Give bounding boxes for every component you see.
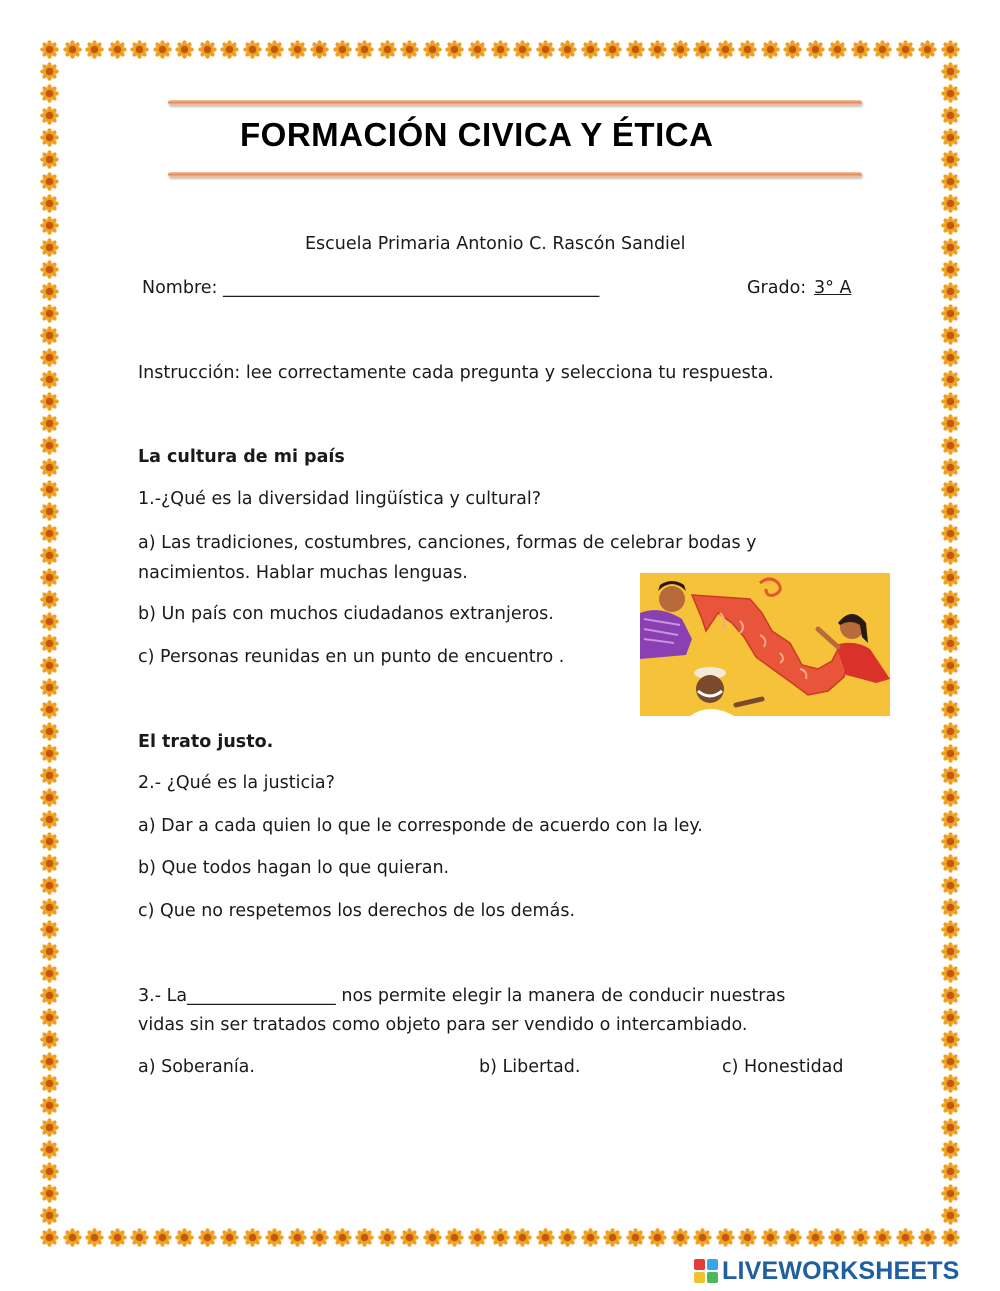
sunflower-icon [40,920,59,939]
sunflower-icon [220,40,239,59]
sunflower-icon [40,194,59,213]
sunflower-icon [40,348,59,367]
sunflower-icon [941,634,960,653]
q2-option-c[interactable]: c) Que no respetemos los derechos de los demás. [138,901,576,921]
sunflower-icon [783,40,802,59]
sunflower-icon [468,1228,487,1247]
sunflower-icon [941,260,960,279]
liveworksheets-brand-text: LIVEWORKSHEETS [722,1256,960,1285]
sunflower-icon [333,1228,352,1247]
sunflower-icon [941,106,960,125]
sunflower-icon [310,40,329,59]
sunflower-icon [941,854,960,873]
section-heading-fair-treatment: El trato justo. [138,732,274,752]
sunflower-icon [941,876,960,895]
sunflower-icon [648,1228,667,1247]
sunflower-icon [941,1052,960,1071]
sunflower-icon [941,590,960,609]
sunflower-icon [40,546,59,565]
sunflower-icon [941,304,960,323]
sunflower-icon [175,1228,194,1247]
sunflower-icon [918,1228,937,1247]
sunflower-icon [896,1228,915,1247]
sunflower-icon [941,84,960,103]
sunflower-icon [941,502,960,521]
sunflower-icon [85,1228,104,1247]
sunflower-icon [513,1228,532,1247]
sunflower-icon [265,40,284,59]
sunflower-icon [941,568,960,587]
sunflower-icon [941,282,960,301]
sunflower-icon [941,392,960,411]
sunflower-icon [941,1184,960,1203]
sunflower-icon [40,612,59,631]
sunflower-icon [941,942,960,961]
q1-option-a-continued[interactable]: nacimientos. Hablar muchas lenguas. [138,563,468,583]
sunflower-icon [63,1228,82,1247]
sunflower-icon [761,40,780,59]
sunflower-icon [941,546,960,565]
sunflower-icon [761,1228,780,1247]
sunflower-icon [355,40,374,59]
sunflower-icon [40,964,59,983]
sunflower-icon [40,106,59,125]
sunflower-icon [941,524,960,543]
sunflower-icon [400,40,419,59]
sunflower-icon [941,920,960,939]
sunflower-icon [536,1228,555,1247]
sunflower-icon [265,1228,284,1247]
sunflower-icon [828,40,847,59]
sunflower-icon [941,898,960,917]
title-bottom-rule [168,172,862,177]
sunflower-icon [40,502,59,521]
sunflower-icon [40,392,59,411]
sunflower-icon [220,1228,239,1247]
sunflower-icon [130,1228,149,1247]
sunflower-icon [378,1228,397,1247]
sunflower-icon [198,1228,217,1247]
sunflower-icon [941,678,960,697]
sunflower-icon [896,40,915,59]
sunflower-icon [941,832,960,851]
sunflower-icon [783,1228,802,1247]
sunflower-icon [333,40,352,59]
sunflower-icon [941,1074,960,1093]
sunflower-icon [941,128,960,147]
sunflower-icon [941,458,960,477]
q2-option-a[interactable]: a) Dar a cada quien lo que le corresponde de acuerdo con la ley. [138,816,703,836]
sunflower-icon [40,1140,59,1159]
sunflower-icon [40,1052,59,1071]
q3-option-c[interactable]: c) Honestidad [722,1057,844,1077]
sunflower-icon [626,40,645,59]
question-1: 1.-¿Qué es la diversidad lingüística y cultural? [138,489,542,509]
sunflower-icon [873,1228,892,1247]
sunflower-icon [941,436,960,455]
grade-label: Grado: [747,278,807,298]
sunflower-icon [40,436,59,455]
sunflower-icon [40,744,59,763]
sunflower-icon [40,854,59,873]
sunflower-icon [581,40,600,59]
sunflower-icon [40,1096,59,1115]
sunflower-icon [243,1228,262,1247]
sunflower-icon [310,1228,329,1247]
q3-option-a[interactable]: a) Soberanía. [138,1057,255,1077]
q1-option-a[interactable]: a) Las tradiciones, costumbres, canciones, formas de celebrar bodas y [138,533,757,553]
sunflower-icon [941,1096,960,1115]
sunflower-icon [40,128,59,147]
sunflower-icon [941,172,960,191]
sunflower-icon [445,40,464,59]
sunflower-icon [851,1228,870,1247]
q1-option-c[interactable]: c) Personas reunidas en un punto de encuentro . [138,647,565,667]
sunflower-icon [40,1184,59,1203]
title-top-rule [168,100,862,105]
sunflower-icon [40,1030,59,1049]
sunflower-icon [153,40,172,59]
sunflower-icon [873,40,892,59]
sunflower-icon [243,40,262,59]
sunflower-icon [40,150,59,169]
sunflower-icon [828,1228,847,1247]
page-title: FORMACIÓN CIVICA Y ÉTICA [240,116,714,153]
sunflower-icon [941,238,960,257]
grade-value: 3° A [814,278,852,298]
sunflower-icon [40,40,59,59]
sunflower-icon [40,898,59,917]
sunflower-icon [108,40,127,59]
sunflower-icon [941,194,960,213]
name-field[interactable]: Nombre: ___________________________________________ [142,278,600,298]
sunflower-icon [941,1118,960,1137]
school-name: Escuela Primaria Antonio C. Rascón Sandiel [305,234,686,254]
sunflower-icon [85,40,104,59]
sunflower-icon [40,788,59,807]
sunflower-icon [738,40,757,59]
sunflower-icon [941,414,960,433]
sunflower-icon [40,458,59,477]
sunflower-icon [941,722,960,741]
sunflower-icon [40,766,59,785]
instruction-text: Instrucción: lee correctamente cada pregunta y selecciona tu respuesta. [138,363,774,383]
sunflower-icon [491,40,510,59]
sunflower-icon [738,1228,757,1247]
sunflower-icon [941,612,960,631]
sunflower-icon [941,62,960,81]
sunflower-icon [806,40,825,59]
sunflower-icon [671,1228,690,1247]
sunflower-icon [941,788,960,807]
sunflower-icon [941,766,960,785]
sunflower-icon [40,700,59,719]
sunflower-icon [40,524,59,543]
sunflower-icon [941,744,960,763]
sunflower-icon [40,84,59,103]
sunflower-icon [716,40,735,59]
sunflower-icon [40,480,59,499]
sunflower-icon [175,40,194,59]
sunflower-icon [941,810,960,829]
sunflower-icon [40,1228,59,1247]
liveworksheets-logo[interactable] [694,1257,960,1285]
sunflower-icon [40,876,59,895]
sunflower-icon [941,1140,960,1159]
sunflower-icon [40,370,59,389]
sunflower-icon [40,282,59,301]
sunflower-icon [40,326,59,345]
sunflower-icon [40,260,59,279]
sunflower-icon [536,40,555,59]
sunflower-icon [423,1228,442,1247]
sunflower-icon [693,1228,712,1247]
sunflower-icon [941,1030,960,1049]
sunflower-icon [716,1228,735,1247]
sunflower-icon [941,700,960,719]
section-heading-culture: La cultura de mi país [138,447,345,467]
sunflower-icon [40,568,59,587]
sunflower-icon [558,1228,577,1247]
sunflower-icon [445,1228,464,1247]
sunflower-icon [40,942,59,961]
sunflower-icon [603,1228,622,1247]
q1-option-b[interactable]: b) Un país con muchos ciudadanos extranjeros. [138,604,554,624]
sunflower-icon [355,1228,374,1247]
sunflower-icon [491,1228,510,1247]
sunflower-icon [198,40,217,59]
sunflower-icon [378,40,397,59]
sunflower-icon [40,238,59,257]
sunflower-icon [941,1162,960,1181]
question-3-line-2: vidas sin ser tratados como objeto para ser vendido o intercambiado. [138,1015,748,1035]
sunflower-icon [603,40,622,59]
q2-option-b[interactable]: b) Que todos hagan lo que quieran. [138,858,450,878]
sunflower-icon [918,40,937,59]
sunflower-icon [40,656,59,675]
sunflower-icon [40,1074,59,1093]
mexico-culture-illustration [640,573,890,716]
sunflower-icon [941,326,960,345]
sunflower-icon [941,1206,960,1225]
sunflower-icon [40,62,59,81]
sunflower-icon [851,40,870,59]
sunflower-icon [63,40,82,59]
sunflower-icon [40,832,59,851]
sunflower-icon [40,678,59,697]
sunflower-icon [648,40,667,59]
sunflower-icon [40,1008,59,1027]
sunflower-icon [941,40,960,59]
sunflower-icon [40,172,59,191]
sunflower-icon [941,216,960,235]
sunflower-icon [581,1228,600,1247]
sunflower-icon [40,304,59,323]
sunflower-icon [423,40,442,59]
sunflower-icon [40,1162,59,1181]
sunflower-icon [941,656,960,675]
sunflower-icon [108,1228,127,1247]
sunflower-icon [40,810,59,829]
q3-option-b[interactable]: b) Libertad. [479,1057,581,1077]
sunflower-icon [130,40,149,59]
sunflower-icon [941,348,960,367]
sunflower-icon [288,1228,307,1247]
sunflower-icon [626,1228,645,1247]
sunflower-icon [558,40,577,59]
sunflower-icon [513,40,532,59]
sunflower-icon [806,1228,825,1247]
sunflower-icon [288,40,307,59]
sunflower-icon [941,1008,960,1027]
sunflower-icon [40,216,59,235]
sunflower-icon [941,1228,960,1247]
sunflower-icon [941,370,960,389]
sunflower-icon [693,40,712,59]
sunflower-icon [40,986,59,1005]
sunflower-icon [468,40,487,59]
liveworksheets-icon [694,1259,718,1283]
sunflower-icon [941,964,960,983]
question-3-line-1: 3.- La_________________ nos permite elegir la manera de conducir nuestras [138,986,786,1006]
sunflower-icon [40,414,59,433]
sunflower-icon [40,722,59,741]
sunflower-icon [40,590,59,609]
sunflower-icon [40,634,59,653]
sunflower-icon [941,986,960,1005]
sunflower-icon [671,40,690,59]
sunflower-icon [941,480,960,499]
question-2: 2.- ¿Qué es la justicia? [138,773,335,793]
sunflower-icon [400,1228,419,1247]
sunflower-icon [40,1206,59,1225]
sunflower-icon [40,1118,59,1137]
sunflower-icon [153,1228,172,1247]
sunflower-icon [941,150,960,169]
